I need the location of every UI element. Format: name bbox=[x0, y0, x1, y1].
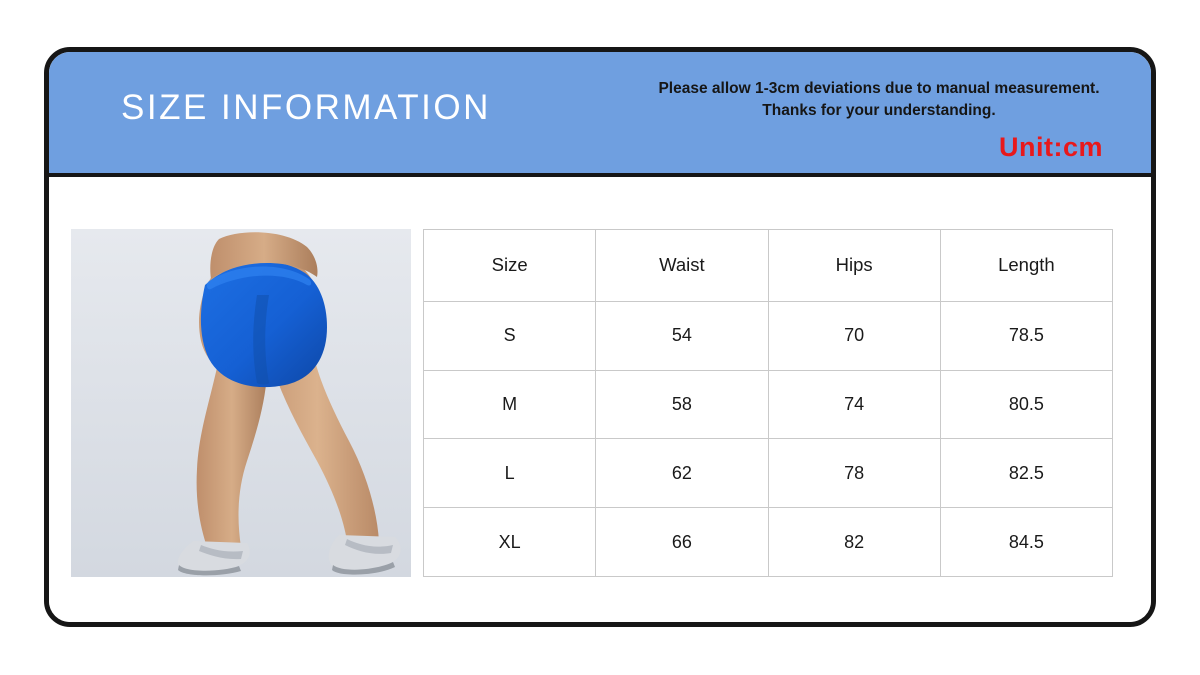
size-table bbox=[423, 229, 1113, 577]
cell-hips: 70 bbox=[768, 301, 940, 370]
table-row bbox=[424, 508, 1113, 577]
cell-size: XL bbox=[424, 508, 596, 577]
column-header-hips: Hips bbox=[768, 230, 940, 302]
cell-length: 78.5 bbox=[940, 301, 1112, 370]
cell-waist: 54 bbox=[596, 301, 768, 370]
measurement-note bbox=[609, 78, 1149, 123]
cell-waist: 58 bbox=[596, 370, 768, 439]
measurement-note-line1: Please allow 1-3cm deviations due to manual measurement. bbox=[658, 80, 1100, 97]
table-row bbox=[424, 301, 1113, 370]
measurement-note-line2: Thanks for your understanding. bbox=[762, 102, 996, 120]
cell-waist: 66 bbox=[596, 508, 768, 577]
size-table-wrapper bbox=[423, 229, 1113, 577]
cell-hips: 82 bbox=[768, 508, 940, 577]
cell-length: 80.5 bbox=[940, 370, 1112, 439]
body-area bbox=[49, 177, 1151, 627]
header-band bbox=[49, 52, 1151, 177]
table-header-row bbox=[424, 230, 1113, 302]
size-chart-card bbox=[44, 47, 1156, 627]
cell-waist: 62 bbox=[596, 439, 768, 508]
unit-label: Unit:cm bbox=[999, 132, 1103, 162]
table-row bbox=[424, 439, 1113, 508]
table-row bbox=[424, 370, 1113, 439]
cell-size: L bbox=[424, 439, 596, 508]
column-header-length: Length bbox=[940, 230, 1112, 302]
cell-size: S bbox=[424, 301, 596, 370]
cell-length: 84.5 bbox=[940, 508, 1112, 577]
cell-hips: 78 bbox=[768, 439, 940, 508]
product-photo bbox=[71, 229, 411, 577]
column-header-size: Size bbox=[424, 230, 596, 302]
column-header-waist: Waist bbox=[596, 230, 768, 302]
cell-size: M bbox=[424, 370, 596, 439]
cell-length: 82.5 bbox=[940, 439, 1112, 508]
model-illustration bbox=[71, 229, 411, 577]
cell-hips: 74 bbox=[768, 370, 940, 439]
page-title: SIZE INFORMATION bbox=[121, 88, 491, 127]
